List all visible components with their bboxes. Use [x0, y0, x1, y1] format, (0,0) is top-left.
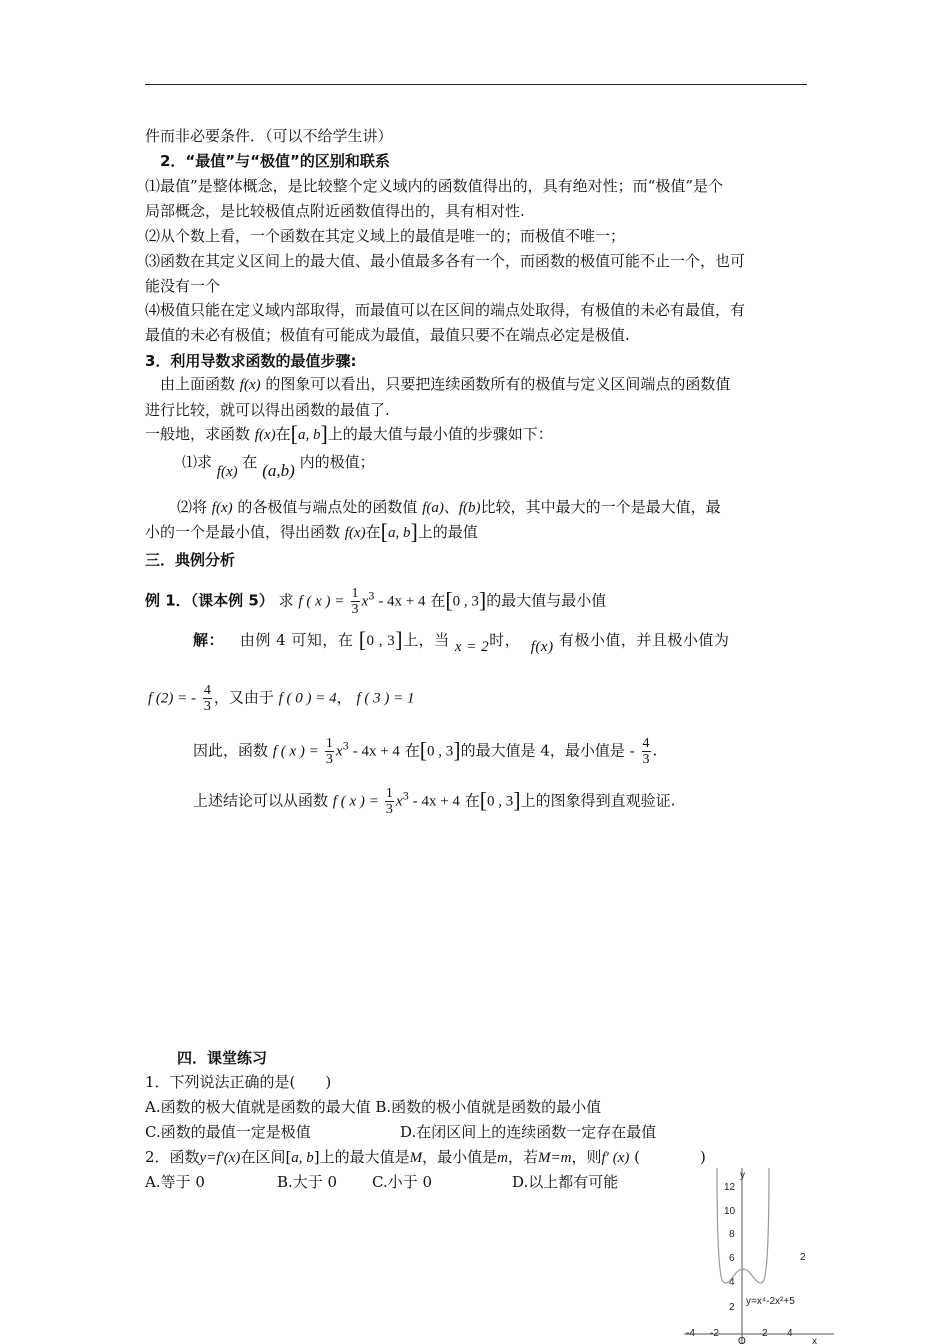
example-1: 例 1．（课本例 5） 求 f ( x ) = $\frac{1}{3}$ $x^3 - 4x + 4$ 在[0 , 3]的最大值与最小值 [145, 586, 607, 617]
step-2: ⑵将 f(x) 的各极值与端点处的函数值 f(a)、f(b)比较，其中最大的一个是最大值，最 [177, 498, 721, 516]
math-fx: f(x) [216, 464, 238, 480]
paragraph-line: ⑷极值只能在定义域内部取得，而最值可以在区间的端点处取得，有极值的未必有最值，有 [145, 301, 746, 319]
step-1: ⑴求 f(x) 在 (a,b) 内的极值； [182, 453, 375, 480]
question-2-option-c: C.小于 0 [372, 1173, 433, 1191]
verification-line: 上述结论可以从函数 f ( x ) = $\frac{1}{3}$ $x^3 - 4x + 4$ 在[0 , 3]上的图象得到直观验证. [193, 786, 676, 817]
math-fx: f(x) [239, 377, 261, 393]
curve-label: y=x⁴-2x²+5 [746, 1296, 795, 1307]
question-2-option-d: D.以上都有可能 [512, 1173, 619, 1191]
step-2-cont: 小的一个是最小值，得出函数 f(x)在[a, b]上的最值 [145, 519, 478, 544]
paragraph-line: 进行比较，就可以得出函数的最值了. [145, 401, 390, 419]
question-1-option-d: D.在闭区间上的连续函数一定存在最值 [400, 1123, 657, 1141]
paragraph-line: 最值的未必有极值；极值有可能成为最值，最值只要不在端点必定是极值. [145, 326, 630, 344]
math-fx: f(x) [254, 427, 276, 443]
fraction-four-thirds: $\frac{4}{3}$ [203, 683, 211, 714]
solution-line: 解： 由例 4 可知，在 [0 , 3]上，当 x = 2时， f(x) 有极小值，并且极小值为 [193, 627, 730, 655]
paragraph-line: 能没有一个 [145, 277, 221, 295]
math-interval: (a,b) [262, 461, 295, 480]
question-1: 1．下列说法正确的是( ) [145, 1073, 332, 1091]
y-axis-label: y [740, 1170, 745, 1181]
math-f0: f ( 0 ) = 4 [278, 690, 337, 707]
math-fb: f(b) [458, 500, 481, 516]
x-axis-label: x [812, 1336, 817, 1344]
y-tick-label: 4 [729, 1277, 735, 1288]
question-1-options: A.函数的极大值就是函数的最大值 B.函数的极小值就是函数的最小值 [145, 1098, 602, 1116]
origin-label: O [738, 1336, 746, 1344]
math-fx: f(x) [211, 500, 233, 516]
paragraph-line: 一般地，求函数 f(x)在[a, b]上的最大值与最小值的步骤如下： [145, 421, 553, 446]
fraction-one-third: $\frac{1}{3}$ [351, 586, 359, 617]
paragraph-line: ⑶函数在其定义区间上的最大值、最小值最多各有一个，而函数的极值可能不止一个，也可 [145, 252, 746, 270]
text-line: 件而非必要条件．（可以不给学生讲） [145, 127, 393, 145]
question-2-option-b: B.大于 0 [277, 1173, 338, 1191]
section-heading: 3．利用导数求函数的最值步骤: [145, 352, 357, 370]
y-tick-label: 6 [729, 1253, 735, 1264]
function-graph [684, 1158, 834, 1344]
y-tick-label: 8 [729, 1229, 735, 1240]
section-heading: 三．典例分析 [145, 551, 236, 569]
math-fx: f(x) [530, 639, 554, 655]
math-interval: a, b [297, 427, 321, 443]
question-1-option-c: C.函数的最值一定是极值 [145, 1123, 311, 1141]
side-number: 2 [800, 1252, 806, 1263]
math-f3: f ( 3 ) = 1 [356, 690, 415, 707]
paragraph-line: 局部概念，是比较极值点附近函数值得出的，具有相对性. [145, 202, 525, 220]
y-tick-label: 12 [724, 1182, 736, 1193]
question-2: 2．函数y=f′(x)在区间[a, b]上的最大值是M，最小值是m，若M=m，则f′ (x) ( ) [145, 1148, 706, 1166]
y-tick-label: 10 [724, 1206, 736, 1217]
x-tick-label: 2 [762, 1328, 768, 1339]
math-fx: f ( x ) [298, 593, 331, 610]
x-tick-label: -2 [710, 1328, 719, 1339]
paragraph-line: ⑴最值”是整体概念，是比较整个定义域内的函数值得出的，具有绝对性；而“极值”是个 [145, 177, 724, 195]
y-tick-label: 2 [729, 1302, 735, 1313]
paragraph-line: ⑵从个数上看，一个函数在其定义域上的最值是唯一的；而极值不唯一； [145, 227, 626, 245]
question-2-option-a: A.等于 0 [145, 1173, 205, 1191]
math-x-eq-2: x = 2 [454, 639, 490, 655]
paragraph-line: 由上面函数 f(x) 的图象可以看出，只要把连续函数所有的极值与定义区间端点的函数值 [160, 375, 731, 393]
section-heading: 2．“最值”与“极值”的区别和联系 [160, 152, 390, 170]
math-fx: f(x) [344, 525, 366, 541]
math-fa: f(a) [422, 500, 444, 516]
math-f2: f (2) = - [148, 690, 197, 707]
math-interval: a, b [387, 525, 411, 541]
x-tick-label: 4 [787, 1328, 793, 1339]
x-tick-label: -4 [686, 1328, 695, 1339]
section-heading: 四．课堂练习 [177, 1049, 268, 1067]
header-rule [145, 84, 807, 85]
conclusion-line: 因此，函数 f ( x ) = $\frac{1}{3}$ $x^3 - 4x + 4$ 在[0 , 3]的最大值是 4，最小值是 - $\frac{4}{3}$ . [193, 736, 658, 767]
solution-values: f (2) = - $\frac{4}{3}$ ，又由于 f ( 0 ) = 4， f ( 3 ) = 1 [148, 683, 415, 714]
